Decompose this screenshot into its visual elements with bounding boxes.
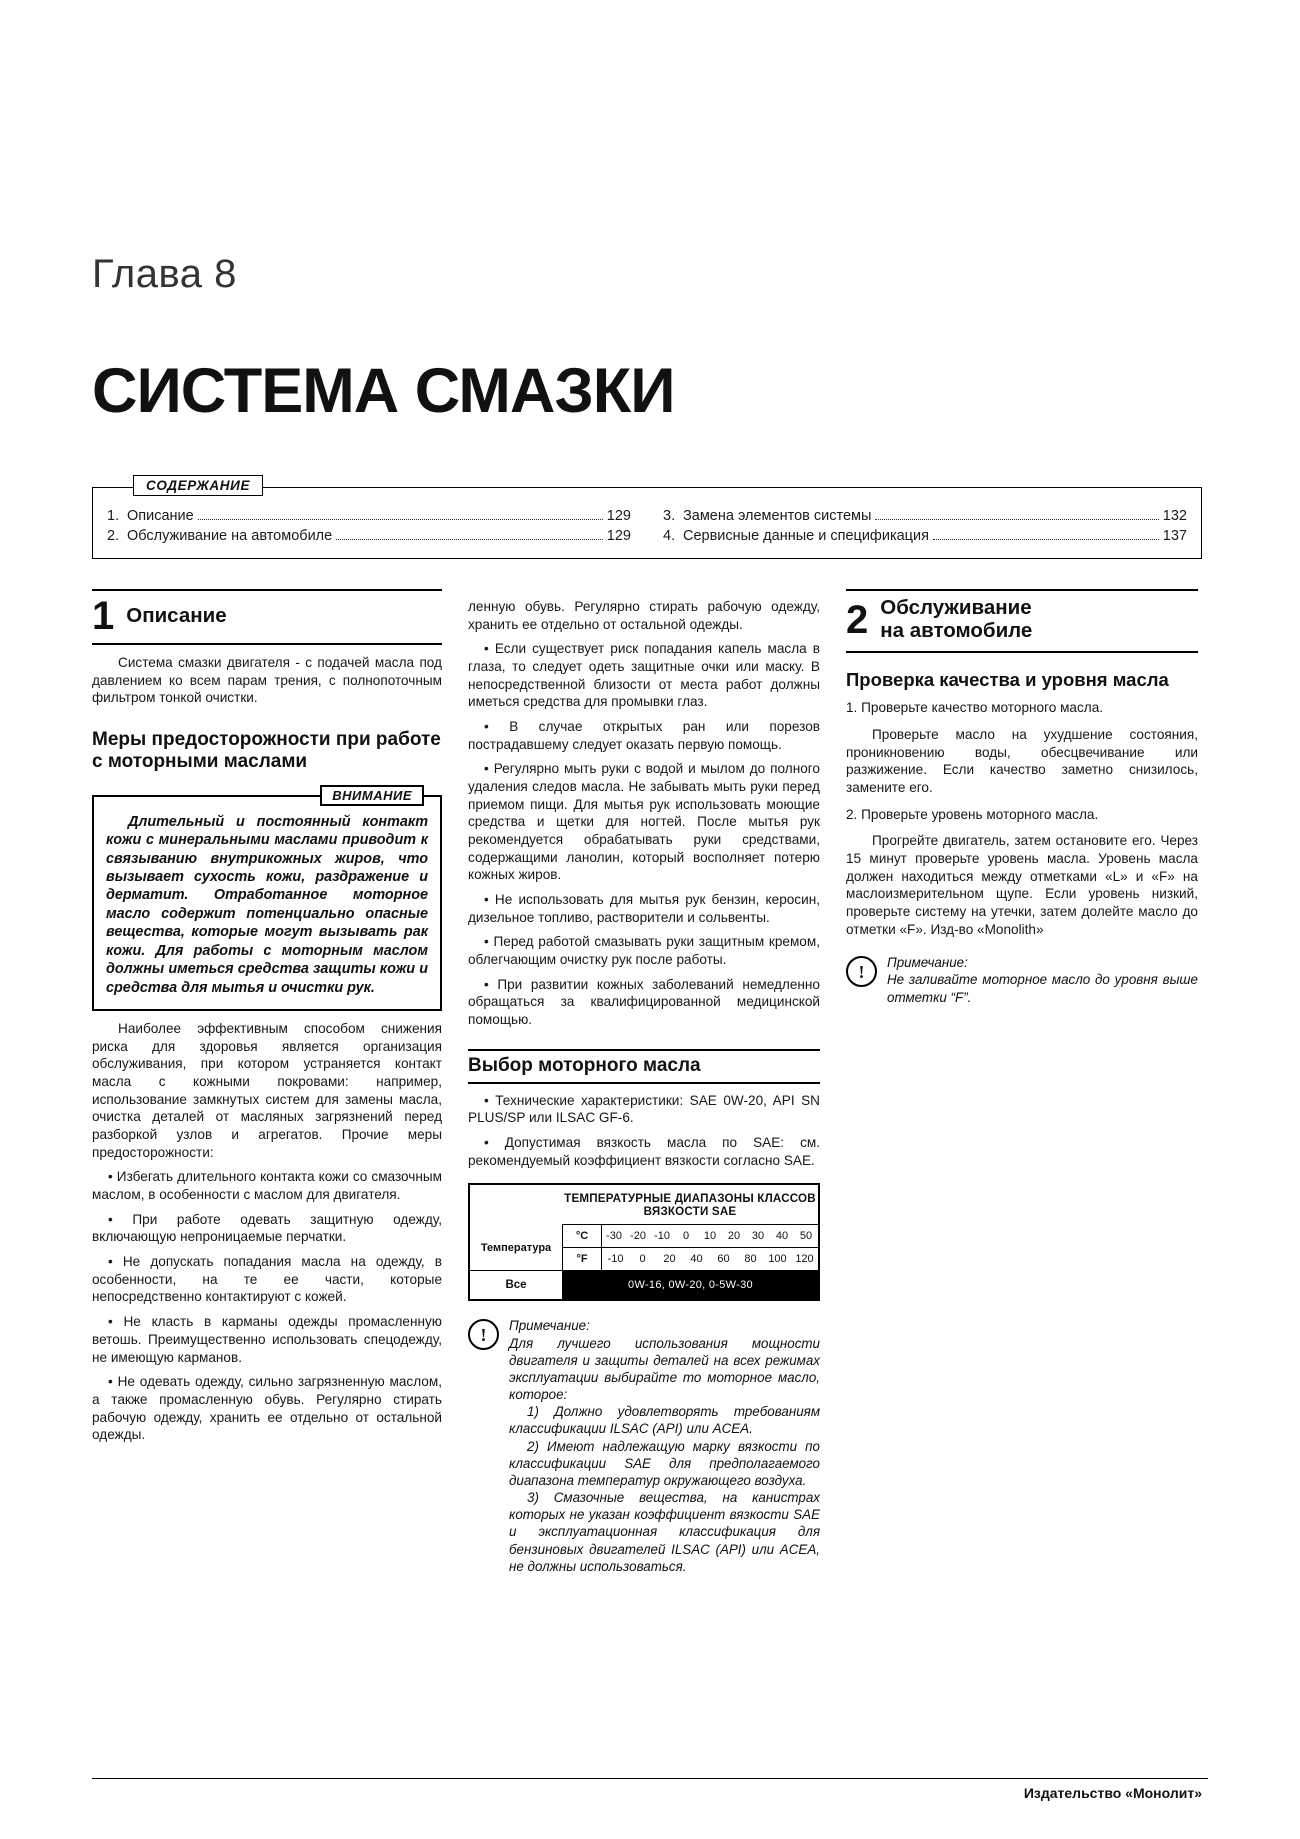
body-columns <box>92 589 1202 1575</box>
section-1-intro: Система смазки двигателя - с подачей масла под давлением ко всем парам трения, с полнопоточным фильтром тонкой очистки. <box>92 655 442 706</box>
toc-entry-page: 129 <box>606 528 631 544</box>
toc-column-left <box>107 506 631 546</box>
chapter-label: Глава 8 <box>92 252 237 296</box>
note-item: 3) Смазочные вещества, на канистрах которых не указан коэффициент вязкости SAE и эксплуатационная классификация для бензиновых двигателей ILSAC (API) или ACEA, не должны использоваться. <box>509 1490 820 1574</box>
toc-leader <box>933 539 1159 540</box>
section-1-number: 1 <box>92 594 115 638</box>
toc-entry-number: 1. <box>107 508 120 524</box>
oil-selection-heading: Выбор моторного масла <box>468 1049 820 1084</box>
toc-leader <box>336 539 603 540</box>
toc-entry-number: 4. <box>663 528 676 544</box>
sae-tick: 80 <box>744 1253 757 1266</box>
toc-leader <box>198 519 603 520</box>
oil-selection-bullet: • Допустимая вязкость масла по SAE: см. рекомендуемый коэффициент вязкости согласно SAE. <box>468 1134 820 1169</box>
precautions-heading: Меры предосторожности при работе с моторными маслами <box>92 729 441 772</box>
oil-level-note <box>846 954 1198 1005</box>
precaution-bullet: • Если существует риск попадания капель масла в глаза, то следует одеть защитные очки или маску. В непосредственной близости от места работ должны иметься средства для промывки глаз. <box>468 640 820 711</box>
sae-tick: 30 <box>751 1230 765 1243</box>
column-left <box>92 589 442 1575</box>
step-2-text: Прогрейте двигатель, затем остановите его. Через 15 минут проверьте уровень масла. Уровень масла должен находиться между отметками «L» и «F» на маслоизмерительном щупе. Если уровень низкий, проверьте систему на утечки, затем долейте масло до отметки «F». Изд-во «Monolith» <box>846 833 1198 937</box>
section-1-title: Описание <box>126 603 227 627</box>
toc-entry-text: Замена элементов системы <box>683 508 872 524</box>
toc-entry[interactable] <box>663 506 1187 526</box>
section-2-title-line1: Обслуживание <box>880 596 1032 619</box>
sae-table-title: ТЕМПЕРАТУРНЫЕ ДИАПАЗОНЫ КЛАССОВ ВЯЗКОСТИ SAE <box>562 1185 818 1225</box>
oil-check-heading: Проверка качества и уровня масла <box>846 668 1169 690</box>
precaution-bullet: • В случае открытых ран или порезов пострадавшему следует оказать первую помощь. <box>468 718 820 753</box>
toc-entry-number: 3. <box>663 508 676 524</box>
column-middle <box>468 589 820 1575</box>
sae-grade-label: Все <box>470 1271 563 1299</box>
toc-entry[interactable] <box>663 526 1187 546</box>
sae-unit-celsius: °C <box>563 1225 602 1247</box>
section-2-header <box>846 589 1198 653</box>
precautions-paragraph: Наиболее эффективным способом снижения риска для здоровья является организация обслуживания, при котором устраняется контакт масла с кожными покровами: например, использование замкнутых систем для замены масла, очистка деталей от масляных загрязнений перед разборкой узлов и агрегатов. Прочие меры предосторожности: <box>92 1021 442 1160</box>
sae-tick: 40 <box>775 1230 789 1243</box>
page-footer <box>0 1778 1300 1801</box>
note-lead: Примечание: <box>887 955 968 971</box>
toc-entry-page: 129 <box>606 508 631 524</box>
sae-tick: 60 <box>717 1253 730 1266</box>
precaution-bullet: • При работе одевать защитную одежду, включающую непроницаемые перчатки. <box>92 1211 442 1246</box>
sae-celsius-scale <box>602 1225 818 1247</box>
precaution-bullet: • Перед работой смазывать руки защитным кремом, облегчающим очистку рук после работы. <box>468 933 820 968</box>
precaution-bullet: • Не допускать попадания масла на одежду, в особенности, на те ее части, которые непосредственно контактируют с кожей. <box>92 1253 442 1306</box>
warning-tab-label: ВНИМАНИЕ <box>320 785 424 806</box>
table-of-contents <box>92 478 1202 559</box>
sae-tick: 0 <box>639 1253 646 1266</box>
toc-entry[interactable] <box>107 526 631 546</box>
sae-tick: 20 <box>663 1253 676 1266</box>
precaution-bullet: • Не класть в карманы одежды промасленную ветошь. Преимущественно использовать спецодежду, не имеющую карманов. <box>92 1313 442 1366</box>
sae-tick: 120 <box>795 1253 814 1266</box>
oil-selection-note-text <box>509 1317 820 1574</box>
precaution-bullet: • Не использовать для мытья рук бензин, керосин, дизельное топливо, растворители и сольвенты. <box>468 891 820 926</box>
exclamation-icon: ! <box>468 1319 499 1350</box>
exclamation-icon: ! <box>846 956 877 987</box>
chapter-title: СИСТЕМА СМАЗКИ <box>92 356 675 426</box>
sae-tick: -20 <box>630 1230 646 1243</box>
note-body: Не заливайте моторное масло до уровня выше отметки “F”. <box>887 972 1198 1005</box>
sae-tick: 100 <box>768 1253 787 1266</box>
note-item: 1) Должно удовлетворять требованиям классификации ILSAC (API) или ACEA. <box>509 1404 820 1437</box>
footer-rule <box>92 1778 1208 1779</box>
toc-entry-number: 2. <box>107 528 120 544</box>
page-content <box>92 0 1202 1575</box>
toc-tab-label: СОДЕРЖАНИЕ <box>133 475 263 496</box>
oil-selection-note <box>468 1317 820 1574</box>
note-item: 2) Имеют надлежащую марку вязкости по классификации SAE для предполагаемого диапазона температур окружающего воздуха. <box>509 1438 820 1488</box>
sae-grade-row <box>470 1271 818 1299</box>
sae-tick: -10 <box>607 1253 624 1266</box>
column-right <box>846 589 1198 1575</box>
section-1-header <box>92 589 442 645</box>
toc-entry[interactable] <box>107 506 631 526</box>
sae-temperature-rows <box>470 1225 818 1271</box>
publisher-name: Издательство «Монолит» <box>1023 1785 1202 1801</box>
toc-column-right <box>663 506 1187 546</box>
sae-tick: 0 <box>682 1230 690 1243</box>
precaution-bullet: • При развитии кожных заболеваний немедленно обращаться за квалифицированной медицинской помощью. <box>468 976 820 1029</box>
step-1-title: 1. Проверьте качество моторного масла. <box>846 700 1104 716</box>
toc-entry-text: Описание <box>127 508 194 524</box>
toc-entry-text: Обслуживание на автомобиле <box>127 528 333 544</box>
warning-text: Длительный и постоянный контакт кожи с минеральными маслами приводит к связыванию внутрикожных жиров, что вызывает сухость кожи, раздражение и дерматит. Отработанное моторное масло содержит потенциально опасные вещества, которые могут вызывать рак кожи. Для работы с моторным маслом должны иметься средства защиты кожи и средства для мытья и очистки рук. <box>106 813 428 996</box>
sae-tick: 20 <box>727 1230 741 1243</box>
precaution-bullet: • Не одевать одежду, сильно загрязненную маслом, а также промасленную обувь. Регулярно стирать рабочую одежду, хранить ее отдельно от остальной одежды. <box>92 1373 442 1444</box>
toc-entry-text: Сервисные данные и спецификация <box>683 528 929 544</box>
step-1-text: Проверьте масло на ухудшение состояния, проникновению воды, обесцвечивание или разжижение. Если качество заметно снизилось, замените его. <box>846 726 1198 795</box>
sae-tick: 10 <box>703 1230 717 1243</box>
step-2-title: 2. Проверьте уровень моторного масла. <box>846 806 1099 822</box>
toc-entry-page: 137 <box>1162 528 1187 544</box>
note-intro: Для лучшего использования мощности двигателя и защиты деталей на всех режимах эксплуатации выбирайте то моторное масло, которое: <box>509 1335 820 1403</box>
section-2-title <box>880 597 1032 643</box>
precaution-bullet: • Избегать длительного контакта кожи со смазочным маслом, в особенности с маслом для двигателя. <box>92 1168 442 1203</box>
sae-row-label: Температура <box>470 1225 563 1270</box>
sae-unit-fahrenheit: °F <box>563 1248 602 1270</box>
sae-tick: -10 <box>654 1230 670 1243</box>
note-lead: Примечание: <box>509 1318 590 1334</box>
sae-fahrenheit-scale <box>602 1248 818 1270</box>
sae-tick: 50 <box>799 1230 813 1243</box>
oil-level-note-text <box>887 954 1198 1005</box>
precaution-bullet: • Регулярно мыть руки с водой и мылом до полного удаления следов масла. Не забывать мыть руки перед приемом пищи. Для мытья рук использовать моющие средства и щетки для ногтей. После мытья рук рекомендуется обрабатывать руки средствами, содержащими ланолин, который восполняет потерю кожных жиров. <box>468 760 820 884</box>
sae-tick: -30 <box>606 1230 622 1243</box>
toc-entry-page: 132 <box>1162 508 1187 524</box>
oil-selection-bullet: • Технические характеристики: SAE 0W-20, API SN PLUS/SP или ILSAC GF-6. <box>468 1092 820 1127</box>
warning-box <box>92 787 442 1011</box>
toc-leader <box>875 519 1158 520</box>
section-2-number: 2 <box>846 597 869 642</box>
sae-viscosity-table <box>468 1183 820 1301</box>
sae-grade-bar: 0W-16, 0W-20, 0-5W-30 <box>563 1271 818 1299</box>
precaution-bullet-continued: ленную обувь. Регулярно стирать рабочую одежду, хранить ее отдельно от остальной одежды. <box>468 599 820 632</box>
section-2-title-line2: на автомобиле <box>880 618 1033 642</box>
sae-tick: 40 <box>690 1253 703 1266</box>
